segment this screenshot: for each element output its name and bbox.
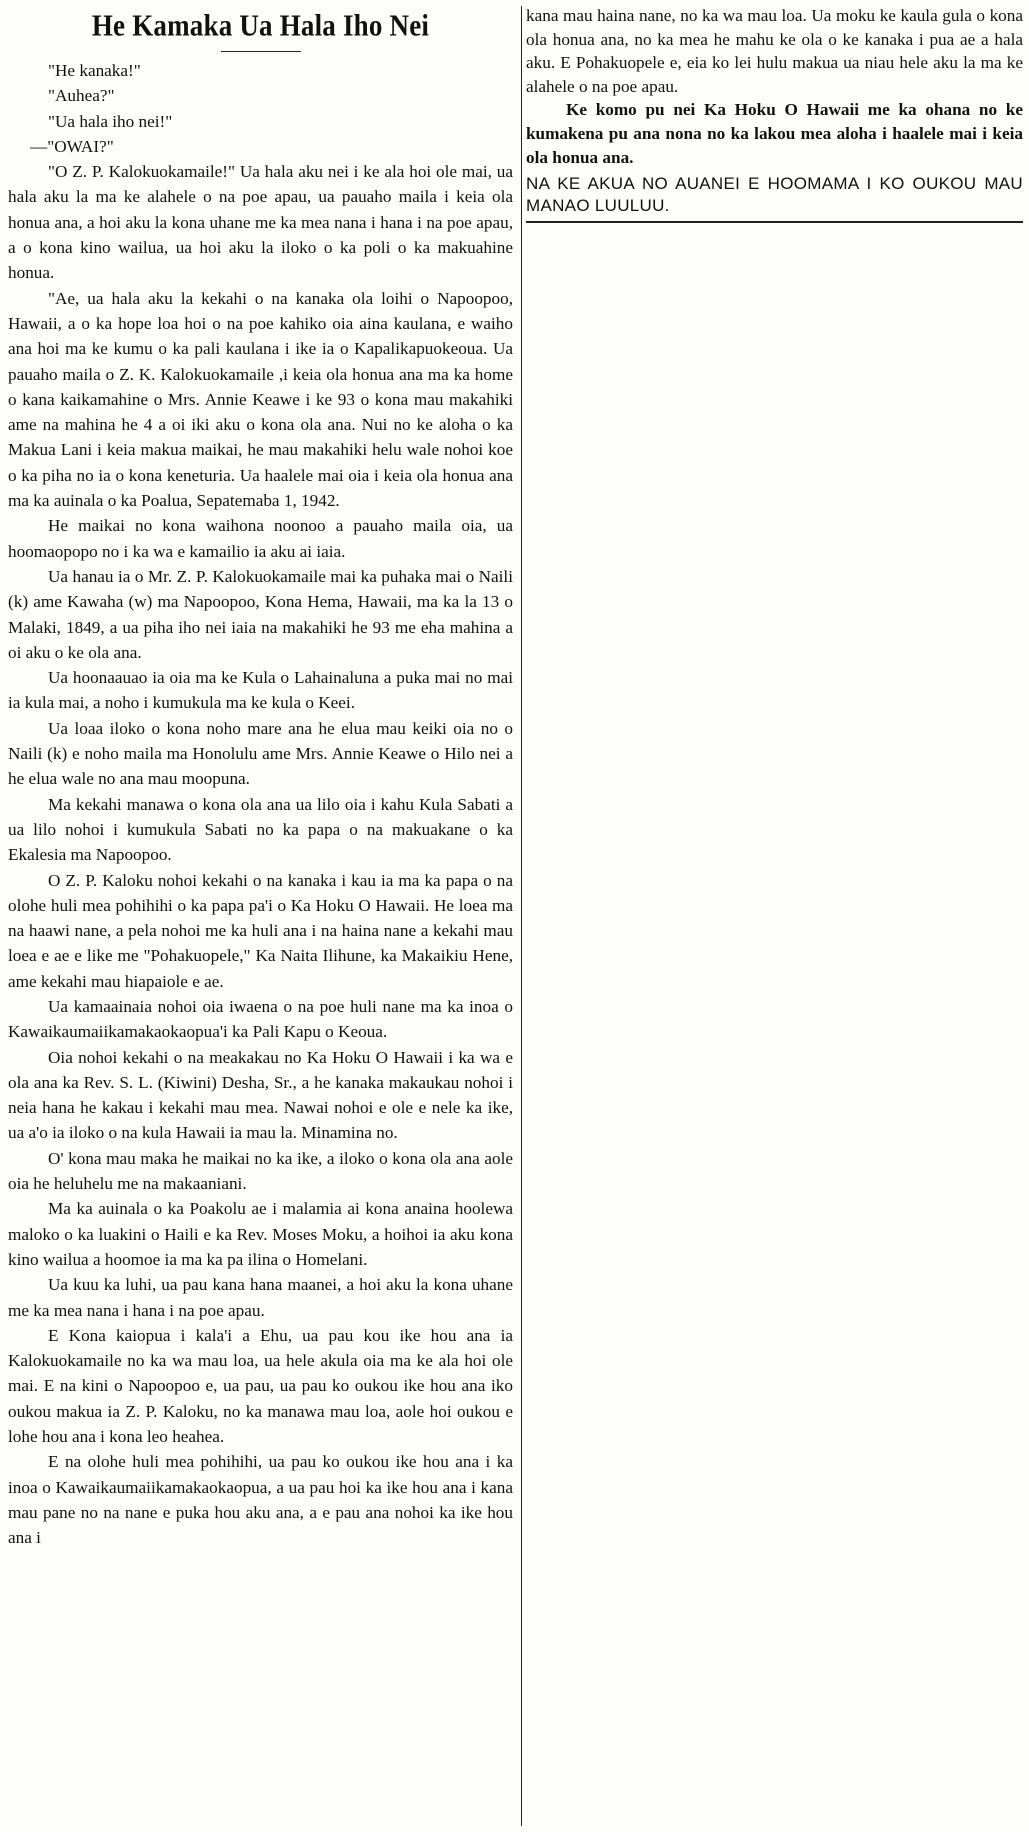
- article-paragraph: E na olohe huli mea pohihihi, ua pau ko oukou ike hou ana i ka inoa o Kawaikaumaiikamakaokaopua, a ua pau hoi ka ike hou ana i kana mau pane no na nane e puka hou aku ana, a e pau ana nohoi ka ike hou ana i: [8, 1452, 513, 1548]
- article-headline: He Kamaka Ua Hala Iho Nei: [91, 8, 430, 43]
- dialog-line: —"OWAI?": [30, 136, 114, 156]
- right-column: [526, 4, 1023, 223]
- article-paragraph: O Z. P. Kaloku nohoi kekahi o na kanaka i kau ia ma ka papa o na olohe huli mea pohihihi o ka papa pa'i o Ka Hoku O Hawaii. He loea ma na haawi nane, a pela nohoi me ka huli ana i na haina nane a kekahi mau loea e ae e like me "Pohakuopele," Ka Naita Ilihune, ka Makaikiu Hene, ame kekahi mau hiapaiole e ae.: [8, 870, 513, 991]
- dialog-line: "Ua hala iho nei!": [48, 111, 173, 131]
- closing-line: NA KE AKUA NO AUANEI E HOOMAMA I KO OUKOU MAU MANAO LUULUU.: [526, 174, 1023, 216]
- article-paragraph: Ua kuu ka luhi, ua pau kana hana maanei, a hoi aku la kona uhane me ka mea nana i hana i na poe apau.: [8, 1275, 513, 1320]
- article-paragraph: Ma ka auinala o ka Poakolu ae i malamia ai kona anaina hoolewa maloko o ka luakini o Haili e ka Rev. Moses Moku, a hoihoi ia aku kona kino wailua a hoomoe ia ma ka pa ilina o Homelani.: [8, 1199, 513, 1269]
- dialog-line: "Auhea?": [48, 86, 115, 106]
- article-paragraph: Ma kekahi manawa o kona ola ana ua lilo oia i kahu Kula Sabati a ua lilo nohoi i kumukula Sabati no ka papa o na makuakane o ka Ekalesia ma Napoopoo.: [8, 794, 513, 865]
- column-divider: [521, 6, 522, 1826]
- article-paragraph: "Ae, ua hala aku la kekahi o na kanaka ola loihi o Napoopoo, Hawaii, a o ka hope loa hoi o na poe kahiko oia aina kaulana, e waiho ana hoi ma ke kumu o ka pali kaulana i ike ia o Kapalikapuokeoua. Ua pauaho maila o Z. K. Kalokuokamaile ,i keia ola honua ana ma ka home o kana kaikamahine o Mrs. Annie Keawe i ke 93 o kona mau makahiki ame na mahina he 4 a oi iki aku o kona ola ana. Nui no ke aloha o ka Makua Lani i keia makua maikai, he mau makahiki helu wale nohoi koe o ka piha no ia o kona keneturia. Ua haalele mai oia i keia ola honua ana ma ka auinala o ka Poalua, Sepatemaba 1, 1942.: [8, 288, 513, 511]
- article-paragraph: He maikai no kona waihona noonoo a pauaho maila oia, ua hoomaopopo no i ka wa e kamailio ia aku ai iaia.: [8, 516, 513, 561]
- article-paragraph: Ua hoonaauao ia oia ma ke Kula o Lahainaluna a puka mai no mai ia kula mai, a noho i kumukula ma ke kula o Keei.: [8, 668, 513, 713]
- article-paragraph: Ua hanau ia o Mr. Z. P. Kalokuokamaile mai ka puhaka mai o Naili (k) ame Kawaha (w) ma Napoopoo, Kona Hema, Hawaii, ma ka la 13 o Malaki, 1849, a ua piha iho nei iaia na makahiki he 93 me eha mahina a oi aku o ke ola ana.: [8, 566, 513, 662]
- end-rule: [526, 221, 1023, 223]
- article-paragraph: "O Z. P. Kalokuokamaile!" Ua hala aku nei i ke ala hoi ole mai, ua hala aku la ma ke alahele o na poe apau, ua pauaho maila i keia ola honua ana, a hoi aku la kona uhane me ka mea nana i hana i na poe apau, a o kona kino wailua, ua hoi aku la iloko o ka poli o ka makuahine honua.: [8, 162, 513, 283]
- article-paragraph: E Kona kaiopua i kala'i a Ehu, ua pau kou ike hou ana ia Kalokuokamaile no ka wa mau loa, ua hele akula oia ma ke ala hoi ole mai. E na kini o Napoopoo e, ua pau, ua pau ko oukou ike hou ana iko oukou makua ia Z. P. Kaloku, no ka manawa mau loa, aole hoi oukou e lohe hou ana i kona leo heahea.: [8, 1325, 513, 1447]
- article-paragraph: Ua loaa iloko o kona noho mare ana he elua mau keiki oia no o Naili (k) e noho maila ma Honolulu ame Mrs. Annie Keawe o Hilo nei a he elua wale no ana mau moopuna.: [8, 718, 513, 789]
- headline-rule: [221, 51, 301, 52]
- article-paragraph: kana mau haina nane, no ka wa mau loa. Ua moku ke kaula gula o kona ola honua ana, no ka mea he mahu ke ola o ke kanaka i pua ae a hala aku. E Pohakuopele e, eia ko lei hulu makua ua niau hele aku la ma ke alahele o na poe apau.: [526, 6, 1023, 96]
- article-paragraph: Ke komo pu nei Ka Hoku O Hawaii me ka ohana no ke kumakena pu ana nona no ka lakou mea aloha i haalele mai i keia ola honua ana.: [526, 100, 1023, 167]
- dialog-line: "He kanaka!": [48, 61, 141, 80]
- article-paragraph: Ua kamaainaia nohoi oia iwaena o na poe huli nane ma ka inoa o Kawaikaumaiikamakaokaopua'i ka Pali Kapu o Keoua.: [8, 996, 513, 1042]
- left-column: [8, 6, 513, 1830]
- article-paragraph: O' kona mau maka he maikai no ka ike, a iloko o kona ola ana aole oia he heluhelu me na makaaniani.: [8, 1148, 513, 1194]
- article-paragraph: Oia nohoi kekahi o na meakakau no Ka Hoku O Hawaii i ka wa e ola ana ka Rev. S. L. (Kiwini) Desha, Sr., a he kanaka makaukau nohoi i neia hana he kakau i kekahi mau mea. Nawai nohoi e ole e nele ka ike, ua a'o ia iloko o na kula Hawaii ia mau la. Minamina no.: [8, 1047, 513, 1143]
